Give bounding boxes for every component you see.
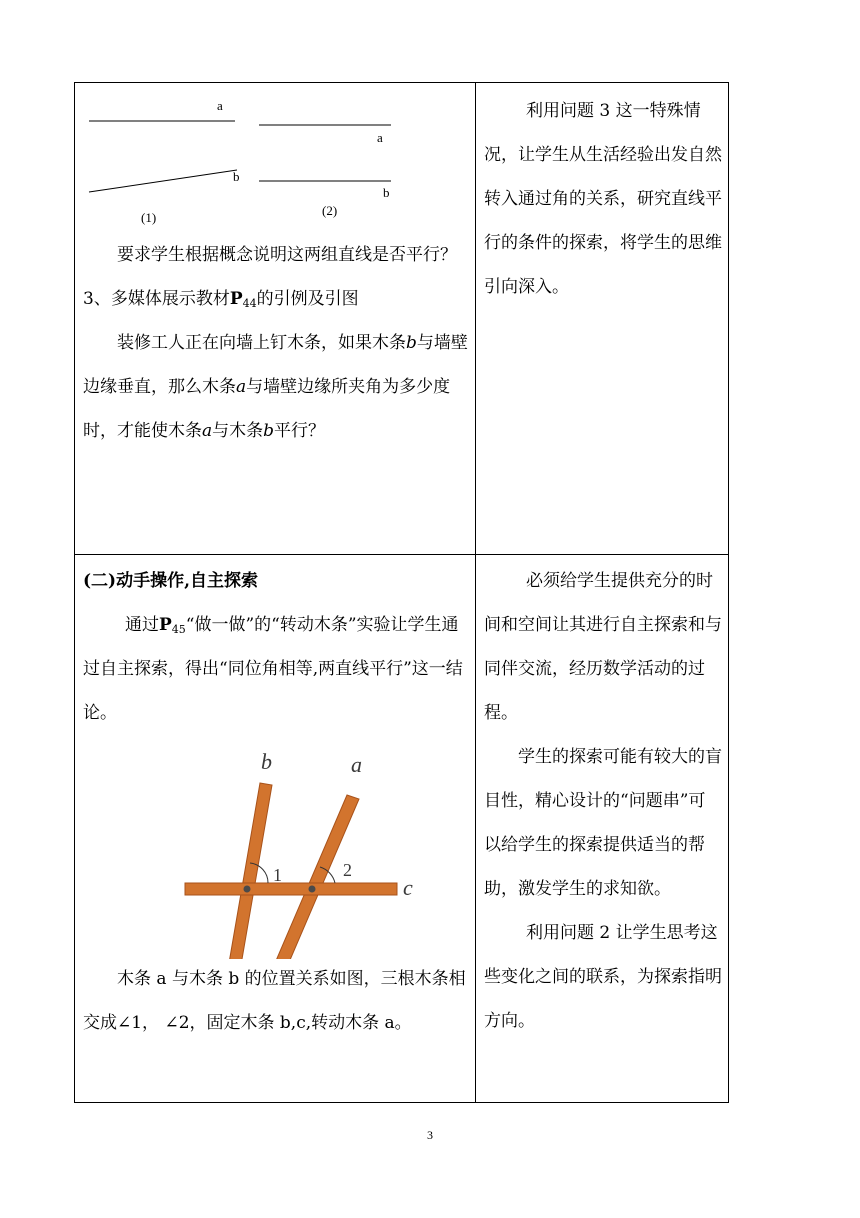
stick-c — [185, 883, 397, 895]
question-paragraph: 要求学生根据概念说明这两组直线是否平行？ — [117, 245, 457, 265]
label-c: c — [403, 875, 413, 900]
cell-row1-left — [75, 83, 476, 555]
label-b-group1: b — [233, 169, 240, 184]
cell-row1-right — [476, 83, 729, 555]
cell-row2-right — [476, 555, 729, 1103]
note-time-space: 必须给学生提供充分的时间和空间让其进行自主探索和与同伴交流，经历数学活动的过程。 — [484, 571, 722, 723]
nail-a-c — [309, 886, 316, 893]
stick-b — [229, 783, 272, 959]
label-angle-2: 2 — [343, 860, 352, 880]
worker-example-paragraph: 装修工人正在向墙上钉木条，如果木条b与墙壁边缘垂直，那么木条a与墙壁边缘所夹角为多少度时，才能使木条a与木条b平行？ — [83, 333, 468, 441]
label-a: a — [351, 752, 362, 777]
design-note-paragraph: 利用问题 3 这一特殊情况，让学生从生活经验出发自然转入通过角的关系，研究直线平行的条件的探索，将学生的思维引向深入。 — [484, 101, 722, 297]
parallel-lines-figure — [83, 91, 403, 233]
wooden-sticks-figure — [83, 739, 469, 959]
media-item-paragraph: 3、多媒体展示教材$P_{44}$的引例及引图 — [83, 289, 359, 310]
page-number: 3 — [427, 1128, 433, 1142]
caption-group2: (2) — [322, 203, 338, 218]
sticks-description-paragraph: 木条 a 与木条 b 的位置关系如图，三根木条相交成∠1， ∠2，固定木条 b,c,转动木条 a。 — [83, 969, 466, 1033]
nail-b-c — [244, 886, 251, 893]
caption-group1: (1) — [141, 210, 157, 225]
lesson-table — [74, 82, 729, 1103]
table-row — [75, 555, 729, 1103]
label-angle-1: 1 — [273, 865, 282, 885]
table-row — [75, 83, 729, 555]
label-a-group1: a — [217, 98, 223, 113]
label-b-group2: b — [383, 185, 390, 200]
label-a-group2: a — [377, 130, 383, 145]
cell-row2-left — [75, 555, 476, 1103]
section-heading: (二)动手操作,自主探索 — [83, 571, 259, 591]
activity-paragraph: 通过$P_{45}“$做一做”的“转动木条”实验让学生通过自主探索，得出“同位角相等,两直线平行”这一结论。 — [83, 615, 463, 723]
note-question-chain: 学生的探索可能有较大的盲目性，精心设计的“问题串”可以给学生的探索提供适当的帮助，激发学生的求知欲。 — [484, 747, 722, 899]
note-problem-2: 利用问题 2 让学生思考这些变化之间的联系，为探索指明方向。 — [484, 923, 722, 1031]
label-b: b — [261, 749, 272, 774]
line-b-group1 — [89, 170, 237, 192]
